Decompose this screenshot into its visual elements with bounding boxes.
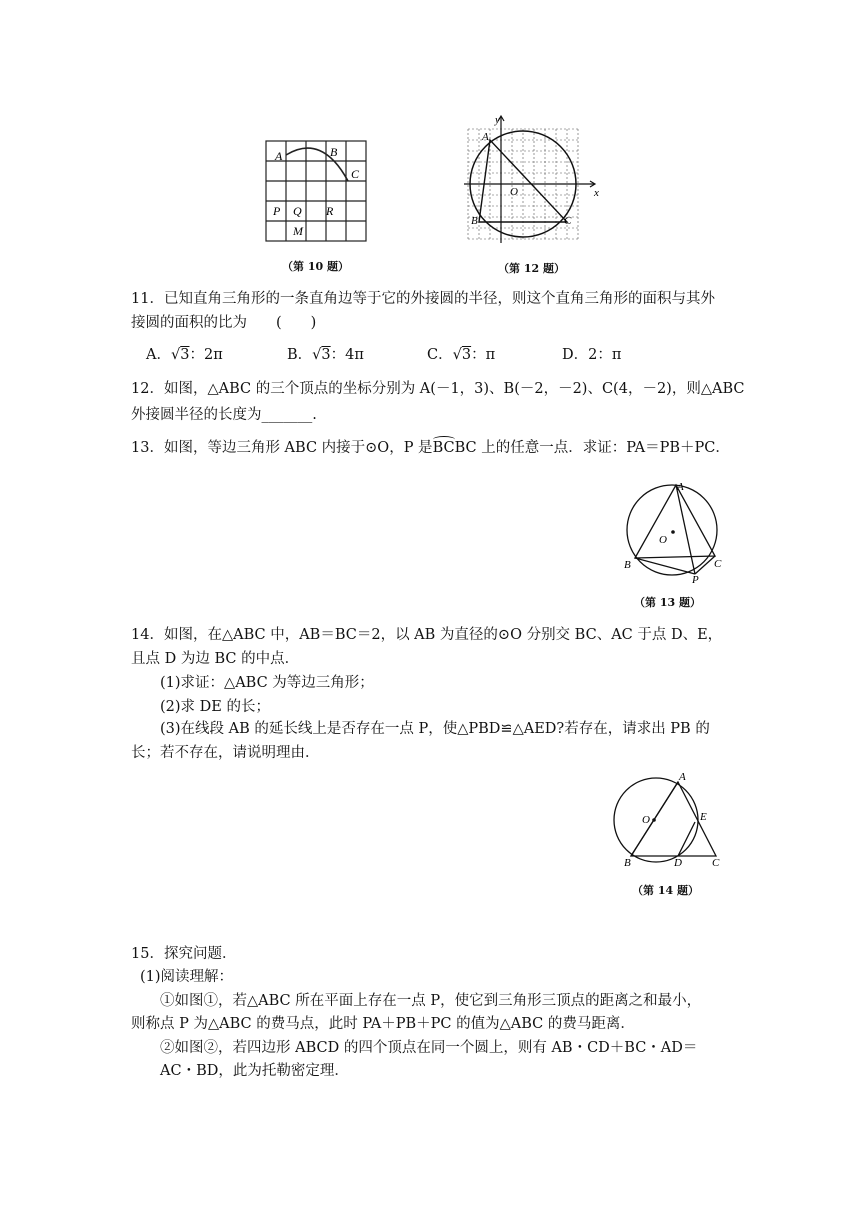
- q14-part-3: (3)在线段 AB 的延长线上是否存在一点 P，使△PBD≌△AED?若存在，请求出 PB 的: [160, 721, 710, 737]
- fig10-label-Q: Q: [293, 204, 302, 218]
- q12-line-1: 12．如图，△ABC 的三个顶点的坐标分别为 A(－1，3)、B(－2，－2)、C(4，－2)，则△ABC: [131, 381, 745, 397]
- fig10-label-R: R: [326, 204, 334, 218]
- q11-option-c: [427, 343, 495, 364]
- q11-option-b-letter: B．: [287, 347, 313, 363]
- q15-line-1: 15．探究问题．: [131, 946, 237, 962]
- fig14-label-O: O: [642, 814, 650, 826]
- sqrt-sign: √: [312, 347, 322, 363]
- q11-option-c-rest: ：π: [471, 347, 496, 363]
- fig10-label-M: M: [293, 224, 303, 238]
- q11-option-b-rest: ：4π: [330, 347, 364, 363]
- fig14-label-E: E: [700, 811, 707, 823]
- fig12-label-O: O: [510, 186, 518, 198]
- figure-12: [460, 113, 602, 245]
- fig13-caption: （第 13 题）: [634, 596, 701, 609]
- fig10-label-C: C: [351, 167, 360, 181]
- fig12-label-B: B: [471, 215, 478, 227]
- q11-option-d-rest: 2：π: [588, 347, 622, 363]
- fig14-label-B: B: [624, 857, 631, 869]
- q13-arc: BC: [433, 438, 455, 458]
- sqrt-sign: √: [170, 347, 181, 363]
- fig12-label-A: A: [482, 131, 489, 143]
- q15-line-3: ①如图①，若△ABC 所在平面上存在一点 P，使它到三角形三顶点的距离之和最小，: [160, 993, 702, 1009]
- fig10-label-P: P: [273, 204, 281, 218]
- q14-line-2: 且点 D 为边 BC 的中点．: [131, 651, 300, 667]
- q11-option-a-letter: A．: [146, 347, 171, 363]
- figure-13: [620, 474, 730, 584]
- q11-option-d: [562, 343, 621, 364]
- fig13-label-A: A: [677, 481, 684, 493]
- fig13-label-O: O: [659, 534, 667, 546]
- fig12-label-x: x: [594, 187, 599, 199]
- q11-option-c-radicand: 3: [461, 347, 472, 363]
- q15-line-2: (1)阅读理解：: [140, 969, 234, 985]
- fig12-label-C: C: [564, 215, 572, 227]
- fig13-label-B: B: [624, 559, 631, 571]
- q11-option-d-letter: D．: [562, 347, 589, 363]
- fig13-label-C: C: [714, 558, 722, 570]
- q11-line-1: 11．已知直角三角形的一条直角边等于它的外接圆的半径，则这个直角三角形的面积与其外: [131, 291, 715, 307]
- q11-option-c-letter: C．: [427, 347, 453, 363]
- q11-option-a-radicand: 3: [180, 347, 190, 363]
- q15-line-6: AC・BD，此为托勒密定理．: [160, 1063, 349, 1079]
- fig14-label-C: C: [712, 857, 720, 869]
- q14-part-1: (1)求证：△ABC 为等边三角形；: [160, 675, 374, 691]
- fig10-caption: （第 10 题）: [282, 260, 349, 273]
- q11-option-b: [287, 343, 364, 364]
- fig12-label-y: y: [495, 114, 500, 126]
- fig10-label-B: B: [330, 145, 338, 159]
- q13-line: [131, 438, 730, 458]
- arc-mark-icon: [433, 436, 455, 443]
- q11-option-a: [146, 343, 223, 364]
- fig14-caption: （第 14 题）: [632, 884, 699, 897]
- fig14-label-A: A: [679, 771, 686, 783]
- q15-line-5: ②如图②，若四边形 ABCD 的四个顶点在同一个圆上，则有 AB・CD＋BC・AD＝: [160, 1040, 698, 1056]
- q15-line-4: 则称点 P 为△ABC 的费马点，此时 PA＋PB＋PC 的值为△ABC 的费马距离．: [131, 1016, 635, 1032]
- q11-option-b-radicand: 3: [321, 347, 331, 363]
- q13-prefix: 13．如图，等边三角形 ABC 内接于⊙O，P 是: [131, 440, 433, 456]
- q11-option-a-rest: ：2π: [189, 347, 223, 363]
- fig14-label-D: D: [674, 857, 682, 869]
- fig13-label-P: P: [692, 574, 699, 584]
- sqrt-sign: √: [452, 347, 462, 363]
- q14-line-1: 14．如图，在△ABC 中，AB＝BC＝2，以 AB 为直径的⊙O 分别交 BC、AC 于点 D、E，: [131, 627, 723, 643]
- q12-line-2: 外接圆半径的长度为_______.: [131, 407, 317, 423]
- fig10-label-A: A: [275, 149, 283, 163]
- q14-part-3-cont: 长；若不存在，请说明理由．: [131, 745, 320, 761]
- figure-14: [612, 768, 732, 872]
- figure-10: [262, 133, 374, 245]
- q13-suffix: BC 上的任意一点．求证：PA＝PB＋PC．: [454, 440, 730, 456]
- fig12-caption: （第 12 题）: [498, 262, 565, 275]
- q11-line-2: 接圆的面积的比为 ( ): [131, 315, 317, 331]
- q14-part-2: (2)求 DE 的长；: [160, 699, 270, 715]
